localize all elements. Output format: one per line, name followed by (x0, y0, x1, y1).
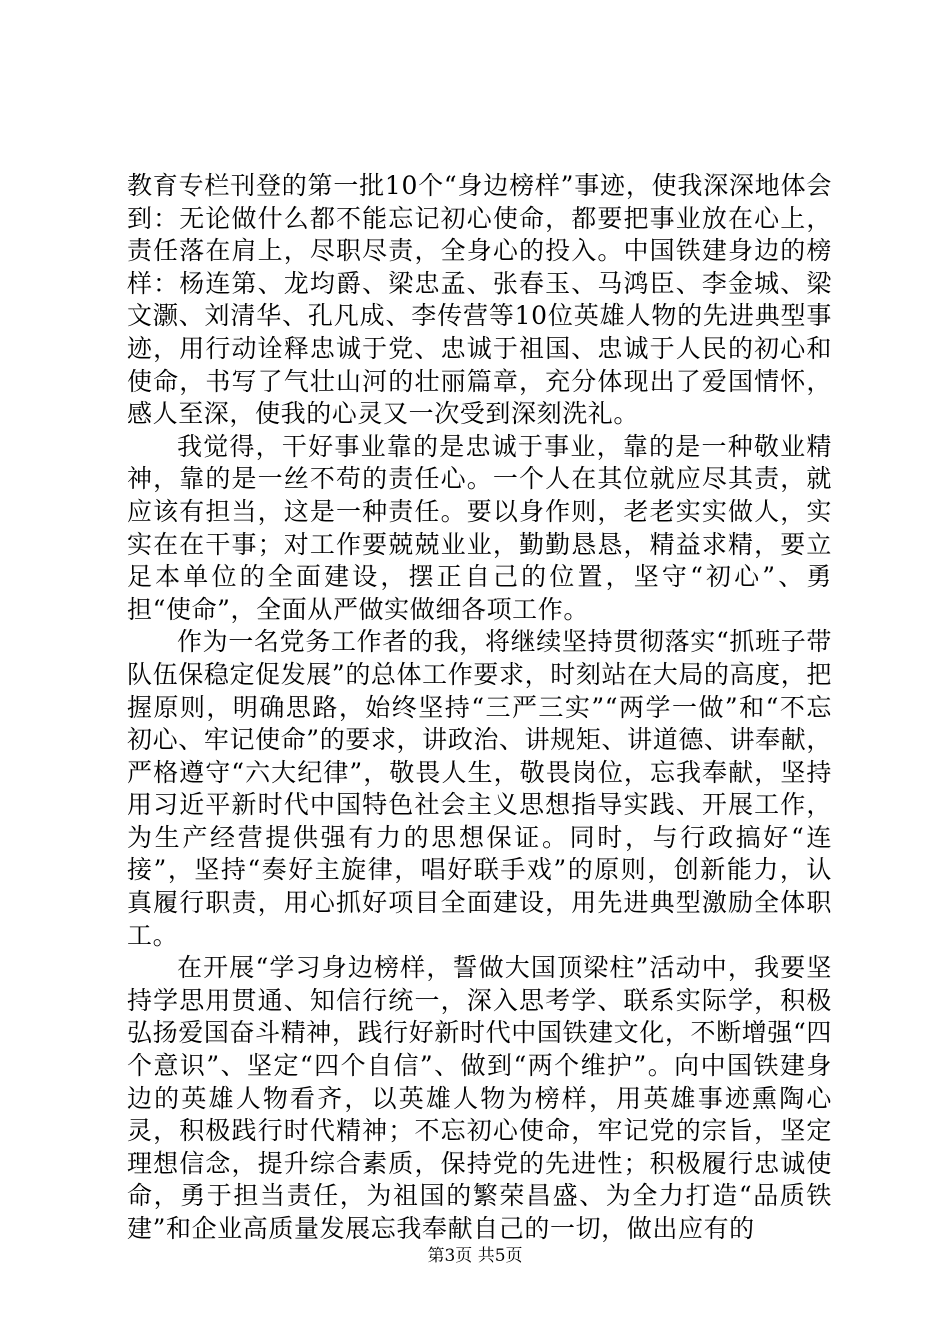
document-body (127, 170, 832, 1246)
paragraph-2: 我觉得，干好事业靠的是忠诚于事业，靠的是一种敬业精神，靠的是一丝不苟的责任心。一个人在其位就应尽其责，就应该有担当，这是一种责任。要以身作则，老老实实做人，实实在在干事；对工作要兢兢业业，勤勤恳恳，精益求精，要立足本单位的全面建设，摆正自己的位置，坚守“初心”、勇担“使命”，全面从严做实做细各项工作。 (127, 431, 832, 624)
paragraph-3: 作为一名党务工作者的我，将继续坚持贯彻落实“抓班子带队伍保稳定促发展”的总体工作要求，时刻站在大局的高度，把握原则，明确思路，始终坚持“三严三实”“两学一做”和“不忘初心、牢记使命”的要求，讲政治、讲规矩、讲道德、讲奉献，严格遵守“六大纪律”，敬畏人生，敬畏岗位，忘我奉献，坚持用习近平新时代中国特色社会主义思想指导实践、开展工作，为生产经营提供强有力的思想保证。同时，与行政搞好“连接”，坚持“奏好主旋律，唱好联手戏”的原则，创新能力，认真履行职责，用心抓好项目全面建设，用先进典型激励全体职工。 (127, 627, 832, 950)
paragraph-1: 教育专栏刊登的第一批10个“身边榜样”事迹，使我深深地体会到：无论做什么都不能忘记初心使命，都要把事业放在心上，责任落在肩上，尽职尽责，全身心的投入。中国铁建身边的榜样：杨连第、龙均爵、梁忠孟、张春玉、马鸿臣、李金城、梁文灏、刘清华、孔凡成、李传营等10位英雄人物的先进典型事迹，用行动诠释忠诚于党、忠诚于祖国、忠诚于人民的初心和使命，书写了气壮山河的壮丽篇章，充分体现出了爱国情怀，感人至深，使我的心灵又一次受到深刻洗礼。 (127, 171, 832, 429)
paragraph-4: 在开展“学习身边榜样，誓做大国顶梁柱”活动中，我要坚持学思用贯通、知信行统一，深入思考学、联系实际学，积极弘扬爱国奋斗精神，践行好新时代中国铁建文化，不断增强“四个意识”、坚定“四个自信”、做到“两个维护”。向中国铁建身边的英雄人物看齐，以英雄人物为榜样，用英雄事迹熏陶心灵，积极践行时代精神；不忘初心使命，牢记党的宗旨，坚定理想信念，提升综合素质，保持党的先进性；积极履行忠诚使命，勇于担当责任，为祖国的繁荣昌盛、为全力打造“品质铁建”和企业高质量发展忘我奉献自己的一切，做出应有的 (127, 953, 832, 1243)
page-number-footer: 第3页 共5页 (427, 1246, 523, 1266)
